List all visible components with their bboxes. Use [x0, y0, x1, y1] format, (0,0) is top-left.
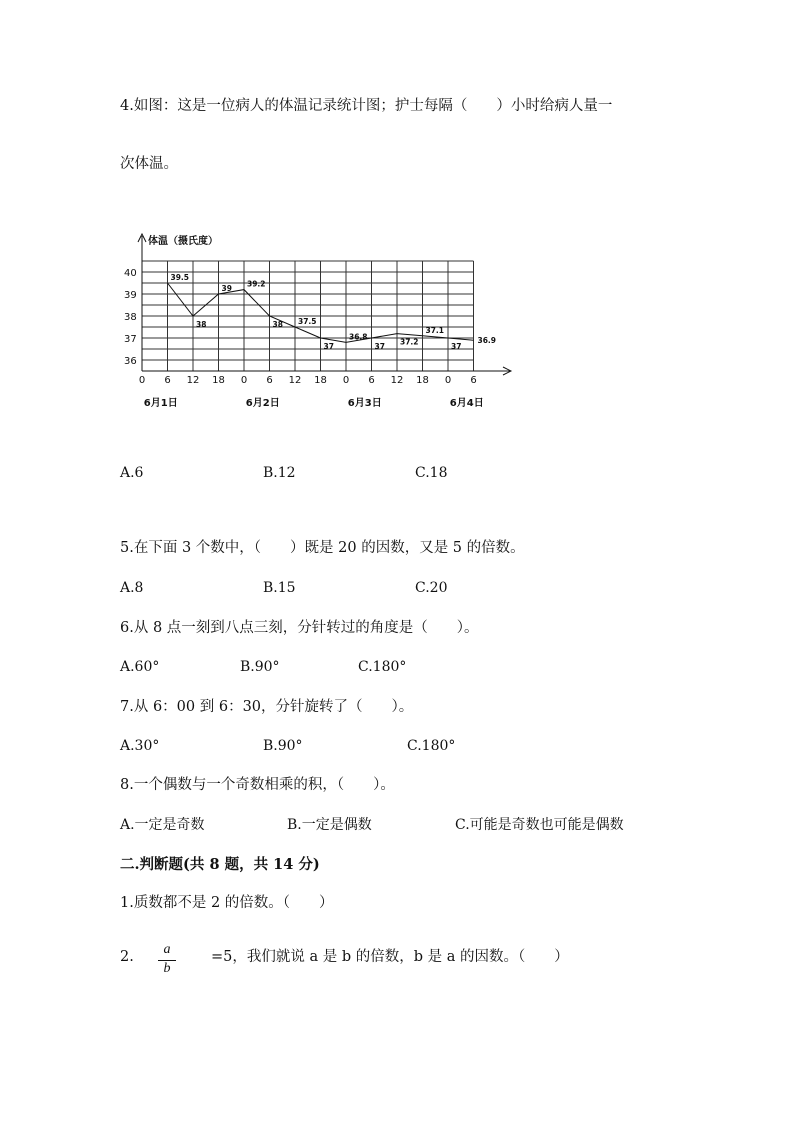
data-label: 37.5: [298, 317, 317, 326]
q6-option-c[interactable]: C.180°: [358, 659, 407, 675]
x-tick-label: 18: [314, 375, 327, 386]
x-tick-label: 18: [212, 375, 225, 386]
x-tick-label: 0: [240, 375, 248, 386]
y-tick-label: 37: [124, 334, 137, 345]
temperature-line-chart: [120, 228, 520, 418]
judgement-1-text: 1.质数都不是 2 的倍数。（ ）: [120, 895, 334, 911]
q7-option-b[interactable]: B.90°: [263, 738, 303, 754]
q4-option-a[interactable]: A.6: [120, 465, 144, 481]
q4-text-line1: 4.如图：这是一位病人的体温记录统计图；护士每隔（ ）小时给病人量一: [120, 98, 613, 114]
x-tick-label: 6: [164, 375, 171, 386]
section-title-judgement: 二.判断题(共 8 题，共 14 分): [120, 856, 320, 873]
x-tick-label: 0: [138, 375, 146, 386]
x-tick-label: 6: [368, 375, 375, 386]
data-label: 37: [451, 342, 462, 351]
date-label: 6月2日: [245, 398, 280, 409]
q7-option-a[interactable]: A.30°: [120, 738, 160, 754]
y-tick-label: 36: [124, 356, 137, 367]
x-tick-label: 12: [390, 375, 404, 386]
q8-option-c[interactable]: C.可能是奇数也可能是偶数: [455, 817, 624, 833]
q6-option-b[interactable]: B.90°: [240, 659, 280, 675]
chart-grid: [142, 261, 474, 371]
judgement-2-text: =5，我们就说 a 是 b 的倍数，b 是 a 的因数。（ ）: [211, 949, 569, 965]
data-label: 38: [272, 320, 283, 329]
x-tick-label: 6: [266, 375, 273, 386]
date-label: 6月1日: [143, 398, 178, 409]
fraction-numerator: a: [163, 942, 171, 957]
q4-option-c[interactable]: C.18: [415, 465, 448, 481]
data-label: 36.8: [349, 332, 368, 342]
x-tick-label: 18: [416, 375, 429, 386]
q4-option-b[interactable]: B.12: [263, 465, 296, 481]
y-tick-label: 38: [124, 312, 137, 323]
x-tick-label: 6: [470, 375, 477, 386]
data-label: 39.2: [247, 279, 266, 289]
date-label: 6月4日: [449, 398, 484, 409]
data-label: 36.9: [477, 336, 497, 346]
data-label: 37.1: [425, 325, 445, 335]
q5-option-b[interactable]: B.15: [263, 580, 296, 596]
q8-option-a[interactable]: A.一定是奇数: [120, 817, 205, 833]
data-label: 39.5: [170, 273, 190, 282]
q8-option-b[interactable]: B.一定是偶数: [287, 817, 372, 833]
y-tick-label: 39: [124, 290, 137, 301]
data-label: 39: [221, 284, 232, 293]
q7-option-c[interactable]: C.180°: [407, 738, 456, 754]
q8-text: 8.一个偶数与一个奇数相乘的积，（ ）。: [120, 777, 395, 793]
x-tick-label: 12: [288, 375, 302, 386]
fraction-a-over-b: [158, 942, 176, 977]
q5-option-c[interactable]: C.20: [415, 580, 448, 596]
q5-text: 5.在下面 3 个数中，（ ）既是 20 的因数，又是 5 的倍数。: [120, 540, 525, 556]
x-tick-label: 0: [444, 375, 452, 386]
q6-option-a[interactable]: A.60°: [120, 659, 160, 675]
y-tick-label: 40: [124, 268, 137, 279]
q6-text: 6.从 8 点一刻到八点三刻，分针转过的角度是（ ）。: [120, 620, 479, 636]
x-tick-label: 0: [342, 375, 350, 386]
chart-y-axis-label: 体温（摄氏度）: [148, 236, 218, 247]
q5-option-a[interactable]: A.8: [120, 580, 144, 596]
q4-text-line2: 次体温。: [120, 156, 178, 172]
judgement-2-number: 2.: [120, 949, 134, 965]
data-label: 37.2: [400, 337, 419, 347]
data-label: 37: [374, 342, 385, 351]
x-tick-label: 12: [186, 375, 200, 386]
data-label: 38: [196, 320, 207, 329]
date-label: 6月3日: [347, 398, 382, 409]
q7-text: 7.从 6：00 到 6：30，分针旋转了（ ）。: [120, 699, 414, 715]
chart-point-labels: [171, 273, 497, 351]
fraction-denominator: b: [163, 961, 171, 976]
data-label: 37: [323, 342, 334, 351]
